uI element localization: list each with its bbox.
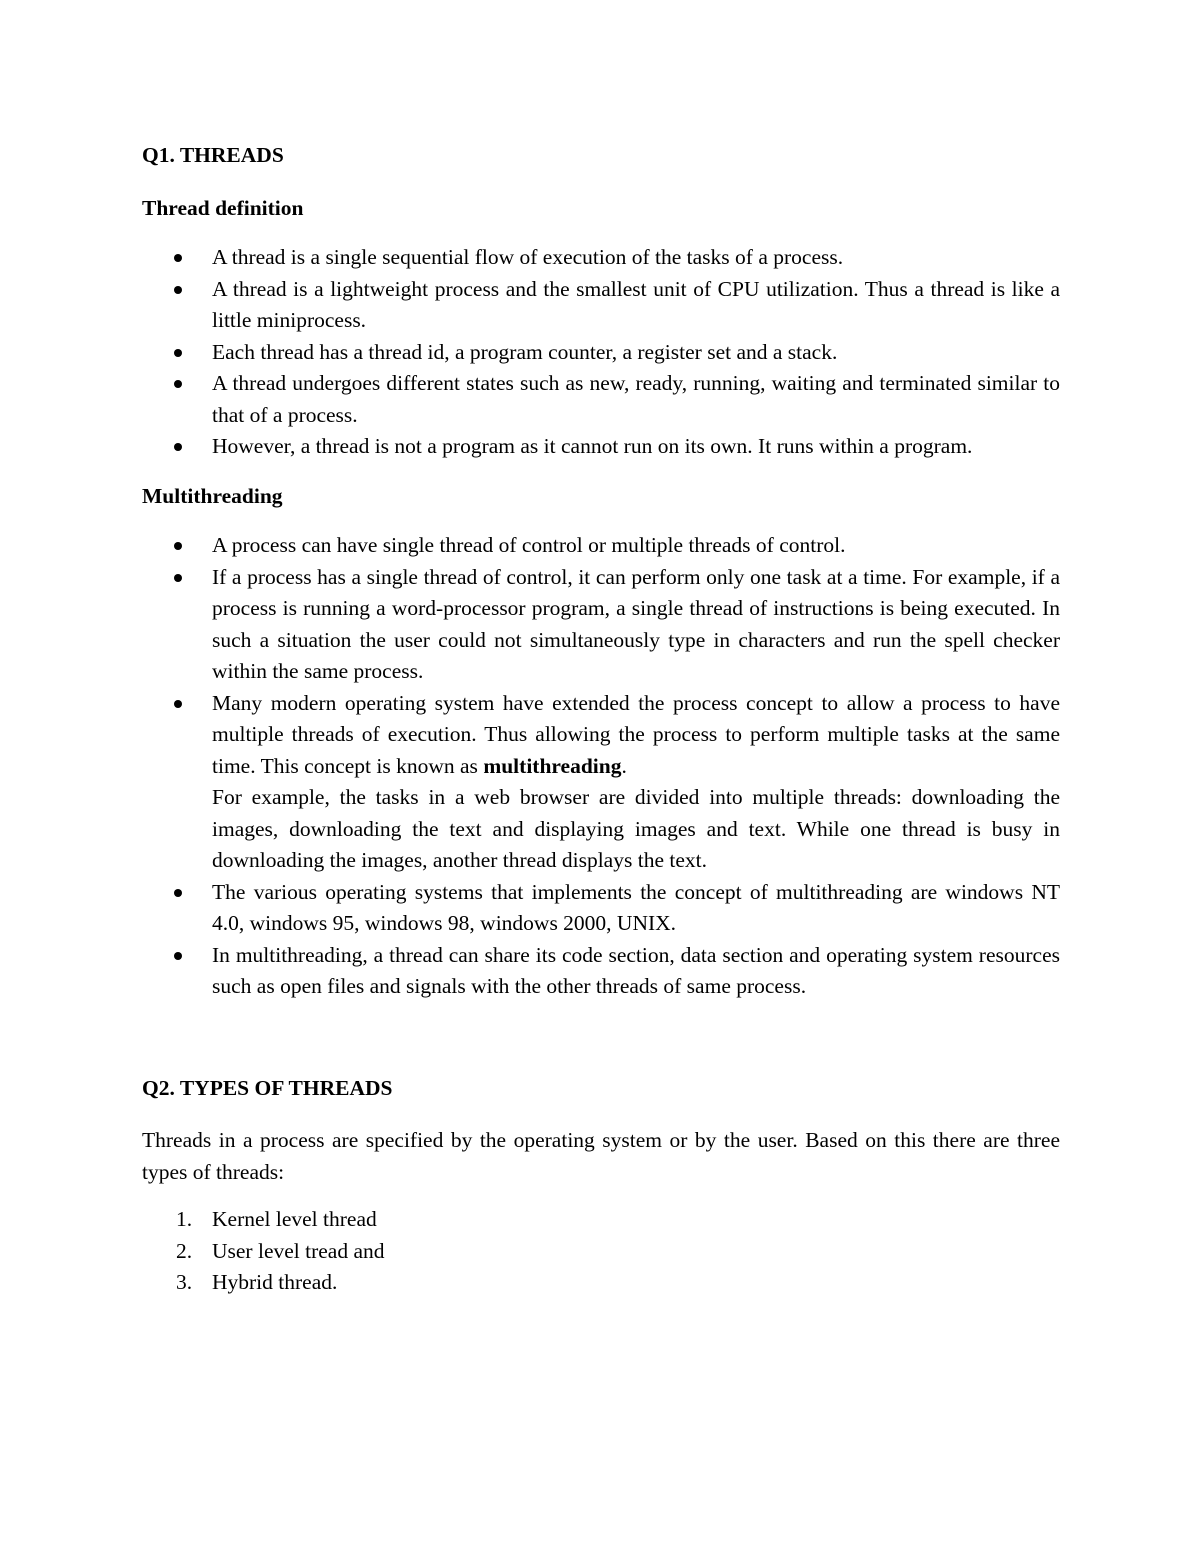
bullet-icon [174, 349, 182, 357]
document-content [142, 140, 1060, 1299]
list-item-text: Hybrid thread. [212, 1270, 338, 1294]
list-item-text: The various operating systems that implements the concept of multithreading are windows NT 4.0, windows 95, windows 98, windows 2000, UNIX. [212, 879, 1060, 935]
list-item [142, 242, 1060, 274]
list-item [142, 1236, 1060, 1268]
subheading-thread-definition: Thread definition [142, 195, 304, 220]
list-item-text: However, a thread is not a program as it cannot run on its own. It runs within a program. [212, 434, 973, 458]
list-item-text: Each thread has a thread id, a program counter, a register set and a stack. [212, 339, 838, 364]
types-intro-paragraph: Threads in a process are specified by the operating system or by the user. Based on this there are three types of threads: [142, 1128, 1060, 1184]
section-title-types-of-threads: Q2. TYPES OF THREADS [142, 1075, 393, 1100]
list-item [142, 337, 1060, 369]
bullet-icon [174, 443, 182, 451]
thread-types-list [142, 1204, 1060, 1299]
list-item-example: For example, the tasks in a web browser are divided into multiple threads: downloading the images, downloading the text and displaying images and text. While one thread is busy in downloading the images, another thread displays the text. [212, 785, 1060, 872]
list-number: 2. [176, 1238, 193, 1263]
list-item [142, 1267, 1060, 1299]
list-number: 3. [176, 1270, 193, 1294]
list-item-text: Kernel level thread [212, 1207, 377, 1231]
bullet-icon [174, 254, 182, 262]
list-item [142, 940, 1060, 1003]
list-item-text: A thread is a lightweight process and the smallest unit of CPU utilization. Thus a thread is like a little miniprocess. [212, 276, 1060, 332]
bullet-icon [174, 952, 182, 960]
list-item [142, 1204, 1060, 1236]
bullet-icon [174, 286, 182, 294]
bullet-icon [174, 542, 182, 550]
section-title-threads: Q1. THREADS [142, 143, 284, 167]
list-item [142, 431, 1060, 463]
list-item [142, 562, 1060, 688]
list-item [142, 274, 1060, 337]
bullet-icon [174, 889, 182, 897]
list-item-text: A thread undergoes different states such as new, ready, running, waiting and terminated similar to that of a process. [212, 371, 1060, 427]
list-item [142, 877, 1060, 940]
list-item-text [212, 691, 1060, 778]
keyword-multithreading: multithreading [483, 753, 622, 778]
list-item-text-part: Many modern operating system have extended the process concept to allow a process to have multiple threads of execution. Thus allowing the process to perform multiple tasks at the same time. This concept is known as [212, 690, 1060, 778]
bullet-icon [174, 380, 182, 388]
list-number: 1. [176, 1207, 193, 1231]
multithreading-list [142, 530, 1060, 1003]
list-item-text-part: . [621, 753, 627, 778]
subheading-multithreading: Multithreading [142, 483, 283, 508]
list-item [142, 688, 1060, 877]
bullet-icon [174, 700, 182, 708]
list-item-text: In multithreading, a thread can share its code section, data section and operating system resources such as open files and signals with the other threads of same process. [212, 942, 1060, 998]
list-item-text: A thread is a single sequential flow of execution of the tasks of a process. [212, 245, 844, 269]
list-item-text: User level tread and [212, 1238, 385, 1263]
thread-definition-list [142, 242, 1060, 463]
list-item-text: A process can have single thread of control or multiple threads of control. [212, 533, 846, 557]
list-item-text: If a process has a single thread of control, it can perform only one task at a time. For example, if a process is running a word-processor program, a single thread of instructions is being executed. In such a situation the user could not simultaneously type in characters and run the spell checker within the same process. [212, 564, 1060, 683]
list-item [142, 368, 1060, 431]
bullet-icon [174, 574, 182, 582]
list-item [142, 530, 1060, 562]
